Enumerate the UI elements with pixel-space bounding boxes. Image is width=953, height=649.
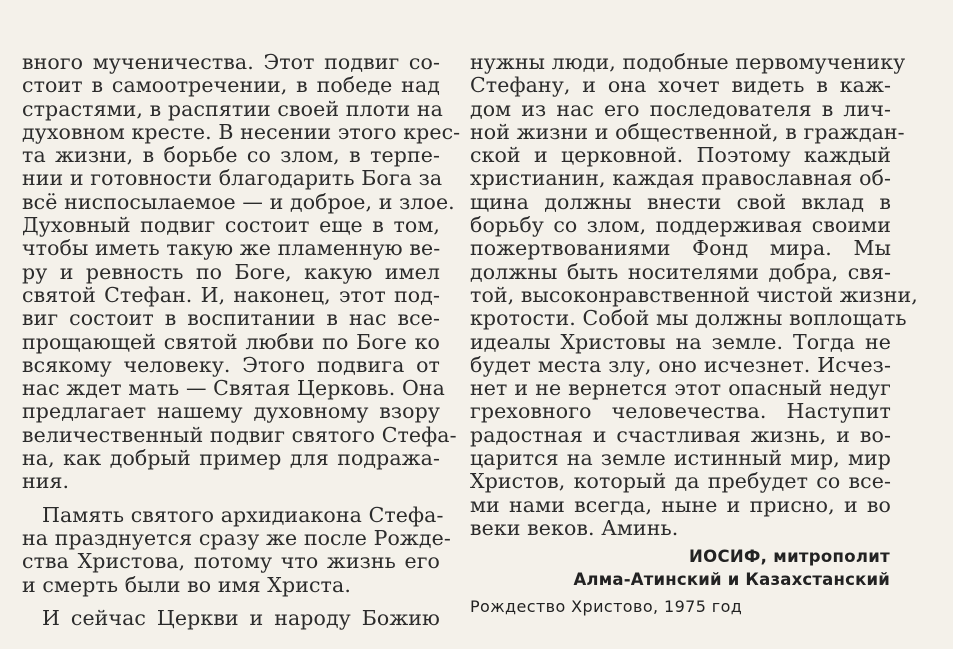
text-line: всё ниспосылаемое — и доброе, и злое. (22, 189, 455, 214)
text-line: Память святого архидиакона Стефа- (42, 502, 444, 527)
text-line: предлагает нашему духовному взору (22, 399, 440, 424)
text-line: ми нами всегда, ныне и присно, и во (470, 492, 891, 517)
right-column (470, 50, 918, 540)
text-line: вного мученичества. Этот подвиг со- (22, 50, 440, 74)
text-line: ской и церковной. Поэтому каждый (470, 143, 891, 168)
text-line: нии и готовности благодарить Бога за (22, 166, 443, 191)
text-line: И сейчас Церкви и народу Божию (42, 605, 440, 630)
paragraph-3 (22, 607, 440, 630)
text-line: виг состоит в воспитании в нас все- (22, 306, 440, 331)
text-line: христианин, каждая православная об- (470, 166, 891, 191)
text-line: святой Стефан. И, наконец, этот под- (22, 282, 440, 307)
text-line: радостная и счастливая жизнь, и во- (470, 422, 891, 447)
text-line: должны быть носителями добра, свя- (470, 259, 891, 284)
text-line: величественный подвиг святого Стефа- (22, 422, 457, 447)
text-line: та жизни, в борьбе со злом, в терпе- (22, 143, 440, 168)
text-line: Духовный подвиг состоит еще в том, (22, 213, 440, 238)
text-line: идеалы Христовы на земле. Тогда не (470, 329, 891, 354)
text-line: прощающей святой любви по Боге ко (22, 329, 440, 354)
signature-date: Рождество Христово, 1975 год (470, 597, 743, 616)
text-line: ру и ревность по Боге, какую имел (22, 259, 440, 284)
text-line: духовном кресте. В несении этого крес- (22, 119, 461, 144)
text-line: чтобы иметь такую же пламенную ве- (22, 236, 441, 261)
text-line: на празднуется сразу же после Рожде- (22, 525, 451, 550)
text-line: царится на земле истинный мир, мир (470, 446, 891, 471)
text-line: на, как добрый пример для подража- (22, 446, 440, 471)
text-line: борьбу со злом, поддерживая своими (470, 213, 891, 238)
signature-author: ИОСИФ (689, 547, 761, 566)
text-line: греховного человечества. Наступит (470, 399, 891, 424)
text-line: нас ждет мать — Святая Церковь. Она (22, 376, 445, 401)
text-line: дом из нас его последователя в лич- (470, 96, 891, 121)
text-line: стоит в самоотречении, в победе над (22, 73, 440, 98)
text-line: ной жизни и общественной, в граждан- (470, 119, 905, 144)
signature-name (689, 547, 890, 566)
paragraph-2 (22, 502, 451, 597)
text-line: будет места злу, оно исчезнет. Исчез- (470, 352, 891, 377)
paragraph-continued (470, 50, 918, 540)
text-line: Стефану, и она хочет видеть в каж- (470, 73, 891, 98)
left-column (22, 50, 461, 630)
paragraph-1 (22, 50, 461, 494)
text-line: той, высоконравственной чистой жизни, (470, 282, 918, 307)
signature-rank: , митрополит (760, 547, 890, 566)
text-line: Христов, который да пребудет со все- (470, 469, 891, 494)
text-line: ния. (22, 469, 70, 494)
signature-title: Алма-Атинский и Казахстанский (573, 570, 890, 589)
text-line: веки веков. Аминь. (470, 515, 679, 540)
text-line: нет и не вернется этот опасный недуг (470, 376, 891, 401)
text-line: щина должны внести свой вклад в (470, 189, 891, 214)
text-line: всякому человеку. Этого подвига от (22, 352, 440, 377)
text-line: ства Христова, потому что жизнь его (22, 549, 440, 574)
text-line: нужны люди, подобные первомученику (470, 50, 906, 74)
text-line: пожертвованиями Фонд мира. Мы (470, 236, 891, 261)
text-line: кротости. Собой мы должны воплощать (470, 306, 907, 331)
text-line: и смерть были во имя Христа. (22, 572, 351, 597)
text-line: страстями, в распятии своей плоти на (22, 96, 443, 121)
